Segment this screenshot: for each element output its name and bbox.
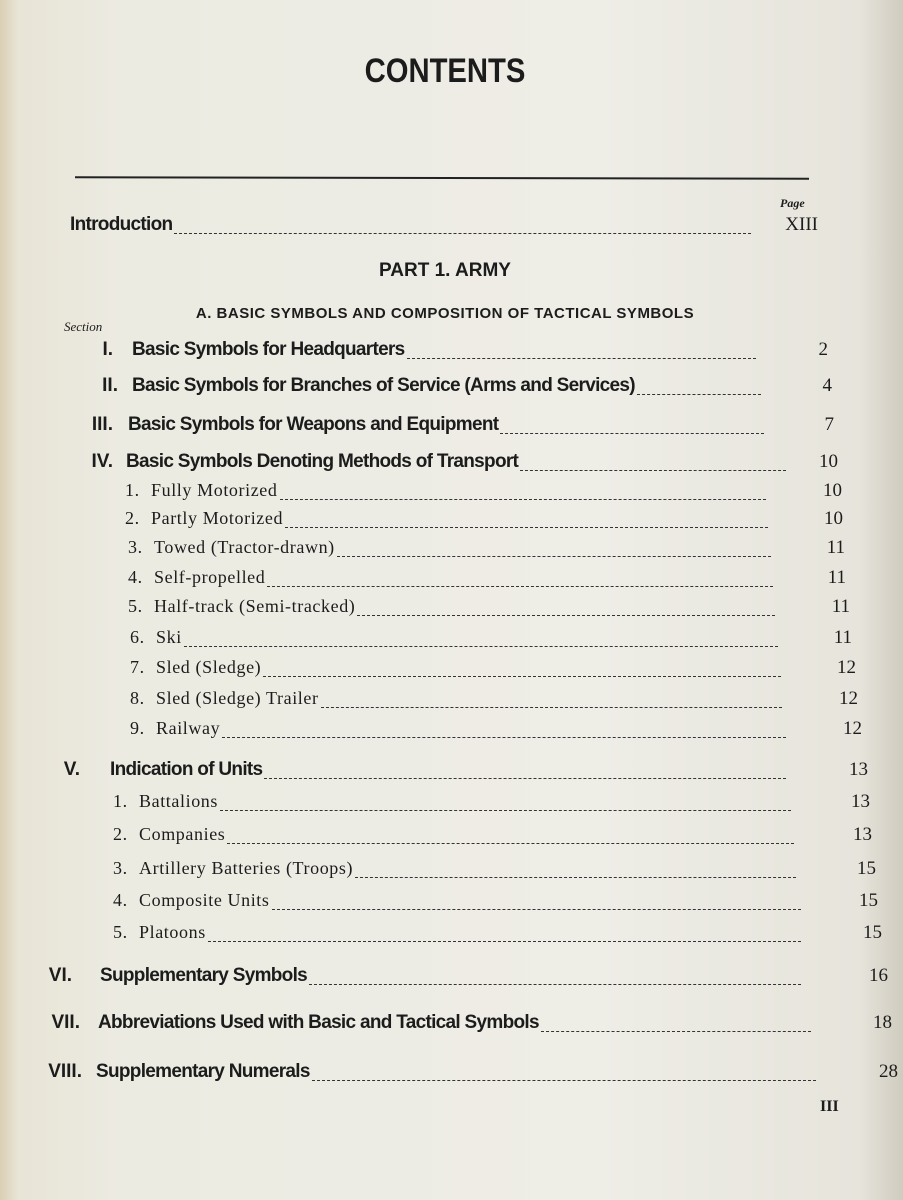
entry-title: Ski xyxy=(156,627,182,647)
toc-entry xyxy=(102,339,828,365)
entry-title: Self-propelled xyxy=(154,567,266,587)
entry-title: Railway xyxy=(156,718,221,738)
entry-title: Abbreviations Used with Basic and Tactical Symbols xyxy=(98,1012,539,1033)
entry-title: Basic Symbols for Headquarters xyxy=(132,339,405,360)
dot-leader xyxy=(357,615,775,616)
entry-title: Artillery Batteries (Troops) xyxy=(139,858,354,878)
entry-number: 9. xyxy=(130,718,145,738)
entry-number: 3. xyxy=(113,858,128,878)
dot-leader xyxy=(184,646,778,647)
toc-entry xyxy=(130,657,856,683)
toc-entry xyxy=(108,824,872,850)
toc-entry xyxy=(128,596,850,622)
entry-page: 13 xyxy=(849,759,868,780)
toc-entry xyxy=(102,375,832,401)
entry-number: V. xyxy=(63,759,80,780)
entry-title: Sled (Sledge) xyxy=(156,657,262,677)
entry-number: III. xyxy=(91,414,113,435)
dot-leader xyxy=(272,909,801,910)
entry-page: 18 xyxy=(873,1012,892,1033)
entry-page: 4 xyxy=(822,375,832,396)
dot-leader xyxy=(263,676,781,677)
entry-page: 15 xyxy=(863,922,882,943)
entry-number: 1. xyxy=(125,480,140,500)
entry-number: 2. xyxy=(125,508,140,528)
toc-entry xyxy=(108,858,876,884)
entry-page: 13 xyxy=(853,824,872,845)
toc-entry xyxy=(130,688,858,714)
entry-page: 15 xyxy=(857,858,876,879)
entry-title: Partly Motorized xyxy=(151,508,284,528)
dot-leader xyxy=(280,499,767,500)
dot-leader xyxy=(208,941,801,942)
toc-entry xyxy=(110,922,882,948)
toc-entry xyxy=(91,414,834,440)
toc-entry xyxy=(130,718,862,744)
dot-leader xyxy=(541,1031,811,1032)
entry-title: Basic Symbols for Weapons and Equipment xyxy=(128,414,499,435)
dot-leader xyxy=(222,737,786,738)
toc-entry xyxy=(70,214,818,240)
toc-entry xyxy=(110,890,878,916)
entry-page: 2 xyxy=(818,339,828,360)
dot-leader xyxy=(312,1080,816,1081)
toc-entry xyxy=(108,791,870,817)
toc-entry xyxy=(128,567,846,593)
dot-leader xyxy=(264,778,786,779)
dot-leader xyxy=(309,984,801,985)
entry-number: 3. xyxy=(128,537,143,557)
dot-leader xyxy=(285,527,768,528)
page-title: CONTENTS xyxy=(364,52,526,90)
toc-entry xyxy=(63,759,868,785)
entry-number: 2. xyxy=(113,824,128,844)
entry-page: 10 xyxy=(819,451,838,472)
toc-entry xyxy=(130,627,852,653)
subheading: A. BASIC SYMBOLS AND COMPOSITION OF TACTICAL SYMBOLS xyxy=(195,305,695,322)
entry-number: 4. xyxy=(113,890,128,910)
entry-number: 6. xyxy=(130,627,145,647)
entry-number: 1. xyxy=(113,791,128,811)
entry-page: 28 xyxy=(879,1061,898,1082)
dot-leader xyxy=(227,843,794,844)
entry-title: Supplementary Numerals xyxy=(96,1061,310,1082)
entry-page: 11 xyxy=(827,567,846,588)
part-heading: PART 1. ARMY xyxy=(379,260,511,281)
dot-leader xyxy=(321,707,782,708)
entry-page: 11 xyxy=(831,596,850,617)
entry-number: VII. xyxy=(51,1012,80,1033)
toc-entry xyxy=(48,965,888,991)
section-column-label: Section xyxy=(64,319,103,334)
entry-number: 8. xyxy=(130,688,145,708)
dot-leader xyxy=(637,394,761,395)
entry-number: 4. xyxy=(128,567,143,587)
entry-page: 10 xyxy=(824,508,843,529)
toc-entry xyxy=(128,537,845,563)
entry-page: 12 xyxy=(839,688,858,709)
entry-page: 10 xyxy=(823,480,842,501)
entry-page: 12 xyxy=(843,718,862,739)
dot-leader xyxy=(355,877,796,878)
entry-title: Companies xyxy=(139,824,226,844)
dot-leader xyxy=(407,358,756,359)
entry-number: I. xyxy=(102,339,113,360)
dot-leader xyxy=(174,233,751,234)
entry-number: VIII. xyxy=(48,1061,82,1082)
entry-number: 5. xyxy=(128,596,143,616)
dot-leader xyxy=(520,470,786,471)
entry-title: Basic Symbols for Branches of Service (Arms and Services) xyxy=(132,375,635,396)
toc-entry xyxy=(91,451,838,477)
title-rule xyxy=(75,176,809,180)
entry-number: IV. xyxy=(91,451,113,472)
toc-entry xyxy=(125,480,842,506)
entry-title: Sled (Sledge) Trailer xyxy=(156,688,319,708)
toc-entry xyxy=(51,1012,892,1038)
entry-page: XIII xyxy=(785,214,818,235)
entry-page: 11 xyxy=(833,627,852,648)
page-column-label: Page xyxy=(780,196,805,210)
entry-page: 11 xyxy=(826,537,845,558)
entry-number: II. xyxy=(102,375,118,396)
entry-title: Basic Symbols Denoting Methods of Transport xyxy=(126,451,519,472)
entry-title: Fully Motorized xyxy=(151,480,278,500)
entry-title: Platoons xyxy=(139,922,206,942)
entry-title: Supplementary Symbols xyxy=(100,965,308,986)
entry-page: 12 xyxy=(837,657,856,678)
entry-page: 16 xyxy=(869,965,888,986)
toc-entry xyxy=(48,1061,898,1087)
entry-title: Indication of Units xyxy=(110,759,263,780)
dot-leader xyxy=(267,586,773,587)
entry-title: Introduction xyxy=(70,214,173,235)
entry-title: Composite Units xyxy=(139,890,270,910)
dot-leader xyxy=(220,810,791,811)
dot-leader xyxy=(500,433,764,434)
entry-title: Towed (Tractor-drawn) xyxy=(154,537,335,557)
entry-number: VI. xyxy=(48,965,72,986)
entry-title: Half-track (Semi-tracked) xyxy=(154,596,356,616)
entry-page: 15 xyxy=(859,890,878,911)
entry-number: 7. xyxy=(130,657,145,677)
entry-title: Battalions xyxy=(139,791,218,811)
entry-page: 7 xyxy=(824,414,834,435)
dot-leader xyxy=(337,556,771,557)
entry-page: 13 xyxy=(851,791,870,812)
toc-entry xyxy=(125,508,843,534)
page-number: III xyxy=(820,1098,839,1115)
entry-number: 5. xyxy=(113,922,128,942)
